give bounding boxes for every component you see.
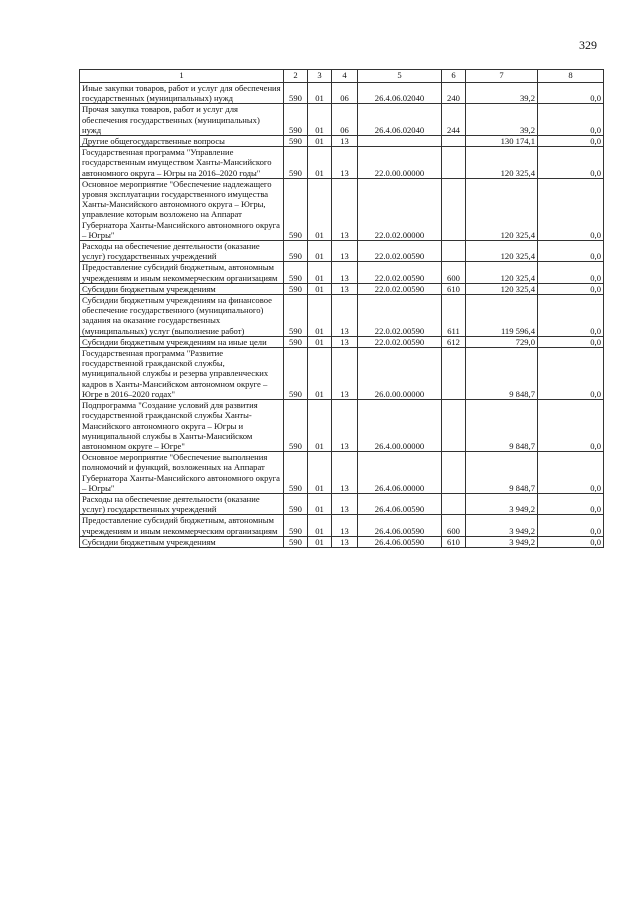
row-section-cell: 01 [308,536,332,547]
row-expense-type-cell: 610 [442,283,466,294]
row-expense-type-cell [442,178,466,240]
row-target-article-cell: 22.0.00.00000 [358,147,442,179]
row-section-cell: 01 [308,336,332,347]
row-section-cell: 01 [308,83,332,104]
row-subsection-cell: 13 [332,348,358,400]
row-subsection-cell: 13 [332,283,358,294]
table-header-row [80,70,604,83]
row-grbs-cell: 590 [284,515,308,536]
header-cell: 3 [308,70,332,83]
row-section-cell: 01 [308,262,332,283]
row-expense-type-cell [442,136,466,147]
row-target-article-cell: 26.0.00.00000 [358,348,442,400]
table-row [80,493,604,514]
row-amount-cell: 39,2 [466,104,538,136]
row-change-cell: 0,0 [538,336,604,347]
header-cell: 1 [80,70,284,83]
row-amount-cell: 130 174,1 [466,136,538,147]
row-section-cell: 01 [308,348,332,400]
row-amount-cell: 120 325,4 [466,147,538,179]
table-row [80,147,604,179]
row-target-article-cell: 26.4.06.02040 [358,104,442,136]
row-name-cell: Основное мероприятие "Обеспечение выполнения полномочий и функций, возложенных на Аппарат Губернатора Ханты-Мансийского автономного округа – Югры" [80,452,284,494]
row-target-article-cell: 22.0.02.00590 [358,262,442,283]
row-name-cell: Государственная программа "Управление государственным имуществом Ханты-Мансийского автономного округа – Югры на 2016–2020 годы" [80,147,284,179]
row-name-cell: Предоставление субсидий бюджетным, автономным учреждениям и иным некоммерческим организациям [80,515,284,536]
row-subsection-cell: 13 [332,136,358,147]
row-grbs-cell: 590 [284,136,308,147]
row-grbs-cell: 590 [284,400,308,452]
row-amount-cell: 3 949,2 [466,536,538,547]
row-grbs-cell: 590 [284,241,308,262]
row-change-cell: 0,0 [538,400,604,452]
row-expense-type-cell: 600 [442,262,466,283]
row-change-cell: 0,0 [538,178,604,240]
row-section-cell: 01 [308,515,332,536]
row-grbs-cell: 590 [284,295,308,337]
table-row [80,452,604,494]
row-expense-type-cell: 240 [442,83,466,104]
row-amount-cell: 120 325,4 [466,178,538,240]
row-expense-type-cell: 600 [442,515,466,536]
row-amount-cell: 120 325,4 [466,241,538,262]
row-subsection-cell: 13 [332,452,358,494]
row-change-cell: 0,0 [538,348,604,400]
row-grbs-cell: 590 [284,536,308,547]
row-amount-cell: 9 848,7 [466,400,538,452]
row-grbs-cell: 590 [284,336,308,347]
header-cell: 2 [284,70,308,83]
table-row [80,336,604,347]
row-expense-type-cell [442,348,466,400]
row-target-article-cell: 26.4.06.00590 [358,515,442,536]
row-amount-cell: 120 325,4 [466,283,538,294]
row-grbs-cell: 590 [284,452,308,494]
row-expense-type-cell [442,400,466,452]
row-amount-cell: 119 596,4 [466,295,538,337]
row-expense-type-cell: 611 [442,295,466,337]
row-subsection-cell: 06 [332,104,358,136]
row-expense-type-cell: 612 [442,336,466,347]
row-target-article-cell: 26.4.00.00000 [358,400,442,452]
row-subsection-cell: 13 [332,147,358,179]
header-cell: 4 [332,70,358,83]
row-amount-cell: 729,0 [466,336,538,347]
row-name-cell: Иные закупки товаров, работ и услуг для обеспечения государственных (муниципальных) нужд [80,83,284,104]
table-row [80,400,604,452]
row-change-cell: 0,0 [538,147,604,179]
row-name-cell: Субсидии бюджетным учреждениям [80,283,284,294]
row-name-cell: Другие общегосударственные вопросы [80,136,284,147]
row-amount-cell: 39,2 [466,83,538,104]
row-subsection-cell: 13 [332,295,358,337]
row-section-cell: 01 [308,452,332,494]
row-subsection-cell: 13 [332,515,358,536]
row-subsection-cell: 13 [332,178,358,240]
row-target-article-cell: 26.4.06.00590 [358,493,442,514]
row-target-article-cell [358,136,442,147]
row-target-article-cell: 26.4.06.00000 [358,452,442,494]
row-expense-type-cell: 244 [442,104,466,136]
row-expense-type-cell [442,452,466,494]
row-expense-type-cell [442,147,466,179]
row-section-cell: 01 [308,147,332,179]
row-grbs-cell: 590 [284,104,308,136]
row-subsection-cell: 13 [332,241,358,262]
row-name-cell: Расходы на обеспечение деятельности (оказание услуг) государственных учреждений [80,241,284,262]
row-change-cell: 0,0 [538,136,604,147]
row-amount-cell: 9 848,7 [466,348,538,400]
table-row [80,136,604,147]
row-section-cell: 01 [308,493,332,514]
row-grbs-cell: 590 [284,348,308,400]
row-target-article-cell: 22.0.02.00590 [358,241,442,262]
row-subsection-cell: 13 [332,493,358,514]
row-change-cell: 0,0 [538,452,604,494]
table-row [80,536,604,547]
table-row [80,348,604,400]
row-expense-type-cell: 610 [442,536,466,547]
row-target-article-cell: 22.0.02.00590 [358,283,442,294]
row-name-cell: Государственная программа "Развитие государственной гражданской службы, муниципальной службы и резерва управленческих кадров в Ханты-Мансийском автономном округе – Югре в 2016–2020 годах" [80,348,284,400]
row-subsection-cell: 13 [332,536,358,547]
table-row [80,178,604,240]
row-grbs-cell: 590 [284,493,308,514]
row-target-article-cell: 22.0.02.00590 [358,295,442,337]
row-grbs-cell: 590 [284,147,308,179]
header-cell: 5 [358,70,442,83]
row-target-article-cell: 22.0.02.00000 [358,178,442,240]
row-section-cell: 01 [308,295,332,337]
row-name-cell: Прочая закупка товаров, работ и услуг для обеспечения государственных (муниципальных) нужд [80,104,284,136]
row-grbs-cell: 590 [284,283,308,294]
table-row [80,83,604,104]
row-change-cell: 0,0 [538,104,604,136]
table-row [80,241,604,262]
row-amount-cell: 3 949,2 [466,493,538,514]
row-name-cell: Субсидии бюджетным учреждениям [80,536,284,547]
row-section-cell: 01 [308,400,332,452]
row-section-cell: 01 [308,178,332,240]
row-section-cell: 01 [308,104,332,136]
row-target-article-cell: 26.4.06.00590 [358,536,442,547]
row-expense-type-cell [442,493,466,514]
row-target-article-cell: 22.0.02.00590 [358,336,442,347]
row-change-cell: 0,0 [538,295,604,337]
row-amount-cell: 9 848,7 [466,452,538,494]
table-row [80,515,604,536]
budget-table [79,69,604,548]
header-cell: 6 [442,70,466,83]
row-grbs-cell: 590 [284,178,308,240]
row-name-cell: Основное мероприятие "Обеспечение надлежащего уровня эксплуатации государственного имущества Ханты-Мансийского автономного округа – Югры, управление которым возложено на Аппарат Губернатора Ханты-Мансийского автономного округа – Югры" [80,178,284,240]
row-change-cell: 0,0 [538,262,604,283]
row-subsection-cell: 06 [332,83,358,104]
row-subsection-cell: 13 [332,262,358,283]
row-target-article-cell: 26.4.06.02040 [358,83,442,104]
row-change-cell: 0,0 [538,515,604,536]
row-name-cell: Предоставление субсидий бюджетным, автономным учреждениям и иным некоммерческим организациям [80,262,284,283]
row-section-cell: 01 [308,241,332,262]
row-change-cell: 0,0 [538,536,604,547]
row-name-cell: Субсидии бюджетным учреждениям на финансовое обеспечение государственного (муниципального) задания на оказание государственных (муниципальных) услуг (выполнение работ) [80,295,284,337]
row-section-cell: 01 [308,283,332,294]
row-change-cell: 0,0 [538,241,604,262]
row-subsection-cell: 13 [332,400,358,452]
row-amount-cell: 3 949,2 [466,515,538,536]
row-grbs-cell: 590 [284,83,308,104]
row-subsection-cell: 13 [332,336,358,347]
table-row [80,262,604,283]
row-name-cell: Подпрограмма "Создание условий для развития государственной гражданской службы Ханты-Мансийского автономного округа – Югры и муниципальной службы в Ханты-Мансийском автономном округе – Югре" [80,400,284,452]
page-number: 329 [579,38,597,52]
row-change-cell: 0,0 [538,83,604,104]
row-grbs-cell: 590 [284,262,308,283]
row-expense-type-cell [442,241,466,262]
header-cell: 7 [466,70,538,83]
row-change-cell: 0,0 [538,283,604,294]
table-row [80,295,604,337]
header-cell: 8 [538,70,604,83]
table-row [80,283,604,294]
table-row [80,104,604,136]
row-amount-cell: 120 325,4 [466,262,538,283]
row-change-cell: 0,0 [538,493,604,514]
row-name-cell: Субсидии бюджетным учреждениям на иные цели [80,336,284,347]
row-section-cell: 01 [308,136,332,147]
row-name-cell: Расходы на обеспечение деятельности (оказание услуг) государственных учреждений [80,493,284,514]
